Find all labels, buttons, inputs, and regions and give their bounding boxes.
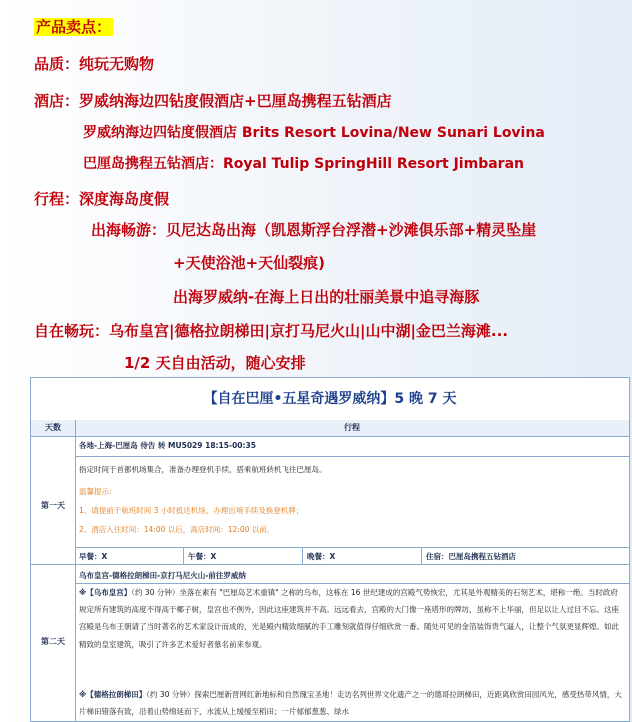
meal-divider-1 [183, 547, 184, 564]
meal-divider-2 [302, 547, 303, 564]
day2-ubud-paragraph [79, 584, 624, 686]
day1-tip-title: 温馨提示： [79, 487, 117, 496]
itinerary-title: 【自在巴厘•五星奇遇罗威纳】5 晚 7 天 [31, 378, 629, 421]
day1-tip-1: 1、请提前于航班时间 3 小时抵达机场，办理出境手续及换登机牌； [79, 506, 304, 515]
selling-points-heading: 产品卖点： [36, 18, 112, 36]
quality-line: 品质：纯玩无购物 [34, 55, 155, 73]
free-play-line: 自在畅玩：乌布皇宫|德格拉朗梯田|京打马尼火山|山中湖|金巴兰海滩... [34, 322, 509, 340]
day1-tip-2: 2、酒店入住时间：14:00 以后，离店时间：12:00 以前。 [79, 525, 275, 534]
ubud-palace-text: （约 30 分钟）坐落在素有 "巴厘岛艺术重镇" 之称的乌布，这栋在 16 世纪建成的宫殿气势恢宏，尤其是外观精美的石刻艺术，堪称一绝。当时政府规定所有建筑的高度不得高于椰子树，皇宫也不例外，因此这座建筑并不高。远远看去，宫殿的大门像一座塔形的牌坊，虽称不上华丽，但足以让人过目不忘。这座宫殿是乌布王朝请了当时著名的艺术家设计而成的，光是殿内精致细腻的手工雕刻就值得仔细欣赏一番。随处可见的金箔装饰贵气逼人，让整个气氛更显辉煌。如此精致的皇室建筑，吸引了许多艺术爱好者慕名前来参观。 [79, 588, 619, 649]
sea-trip-line-2: +天使浴池+天仙裂痕) [173, 254, 325, 272]
meal-divider-3 [421, 547, 422, 564]
sea-trip-line-1: 出海畅游：贝尼达岛出海（凯恩斯浮台浮潜+沙滩俱乐部+精灵坠崖 [91, 221, 537, 239]
ubud-palace-title: ※【乌布皇宫】 [79, 588, 132, 597]
day2-label: 第二天 [41, 637, 65, 646]
free-day-line: 1/2 天自由活动，随心安排 [124, 354, 306, 372]
day2-tegallalang-paragraph [79, 686, 624, 722]
dolphin-line: 出海罗威纳-在海上日出的壮丽美景中追寻海豚 [173, 288, 480, 306]
day1-hotel: 住宿：巴厘岛携程五钻酒店 [426, 552, 516, 561]
day2-row-divider [31, 564, 629, 565]
day1-lunch: 午餐：X [188, 552, 217, 561]
hotel-bali-line: 巴厘岛携程五钻酒店：Royal Tulip SpringHill Resort Jimbaran [83, 156, 524, 172]
day1-route-divider [75, 456, 629, 457]
itinerary-line: 行程：深度海岛度假 [34, 190, 170, 208]
day1-meals-divider [75, 547, 629, 548]
col-route-header: 行程 [344, 423, 360, 432]
tegallalang-text: （约 30 分钟）探索巴厘新晋网红新地标和自然瑰宝圣地！走访名列世界文化遗产之一的德哥拉朗梯田，近距离欣赏田园风光，感受热带风情，大片梯田错落有致，沿着山势绵延而下，水流从上缓缓至稻田；一片郁郁葱葱、绿水 [79, 690, 622, 717]
table-header-row [31, 420, 629, 437]
hotel-lovina-line: 罗威纳海边四钻度假酒店 Brits Resort Lovina/New Sunari Lovina [83, 125, 545, 141]
day2-route: 乌布皇宫-德格拉朗梯田-京打马尼火山-前往罗威纳 [79, 571, 246, 580]
hotel-line: 酒店：罗威纳海边四钻度假酒店+巴厘岛携程五钻酒店 [34, 92, 392, 110]
day1-label: 第一天 [41, 501, 65, 510]
day1-dinner: 晚餐：X [307, 552, 336, 561]
col-day-header: 天数 [45, 423, 61, 432]
day1-breakfast: 早餐：X [79, 552, 108, 561]
day1-route: 各地-上海-巴厘岛 待告 转 MU5029 18:15-00:35 [79, 441, 256, 450]
day1-description: 指定时间于首都机场集合，准备办理登机手续，搭乘航班转机飞往巴厘岛。 [79, 465, 327, 474]
itinerary-table [30, 377, 630, 722]
tegallalang-title: ※【德格拉朗梯田】 [79, 690, 147, 699]
column-divider [75, 420, 76, 722]
